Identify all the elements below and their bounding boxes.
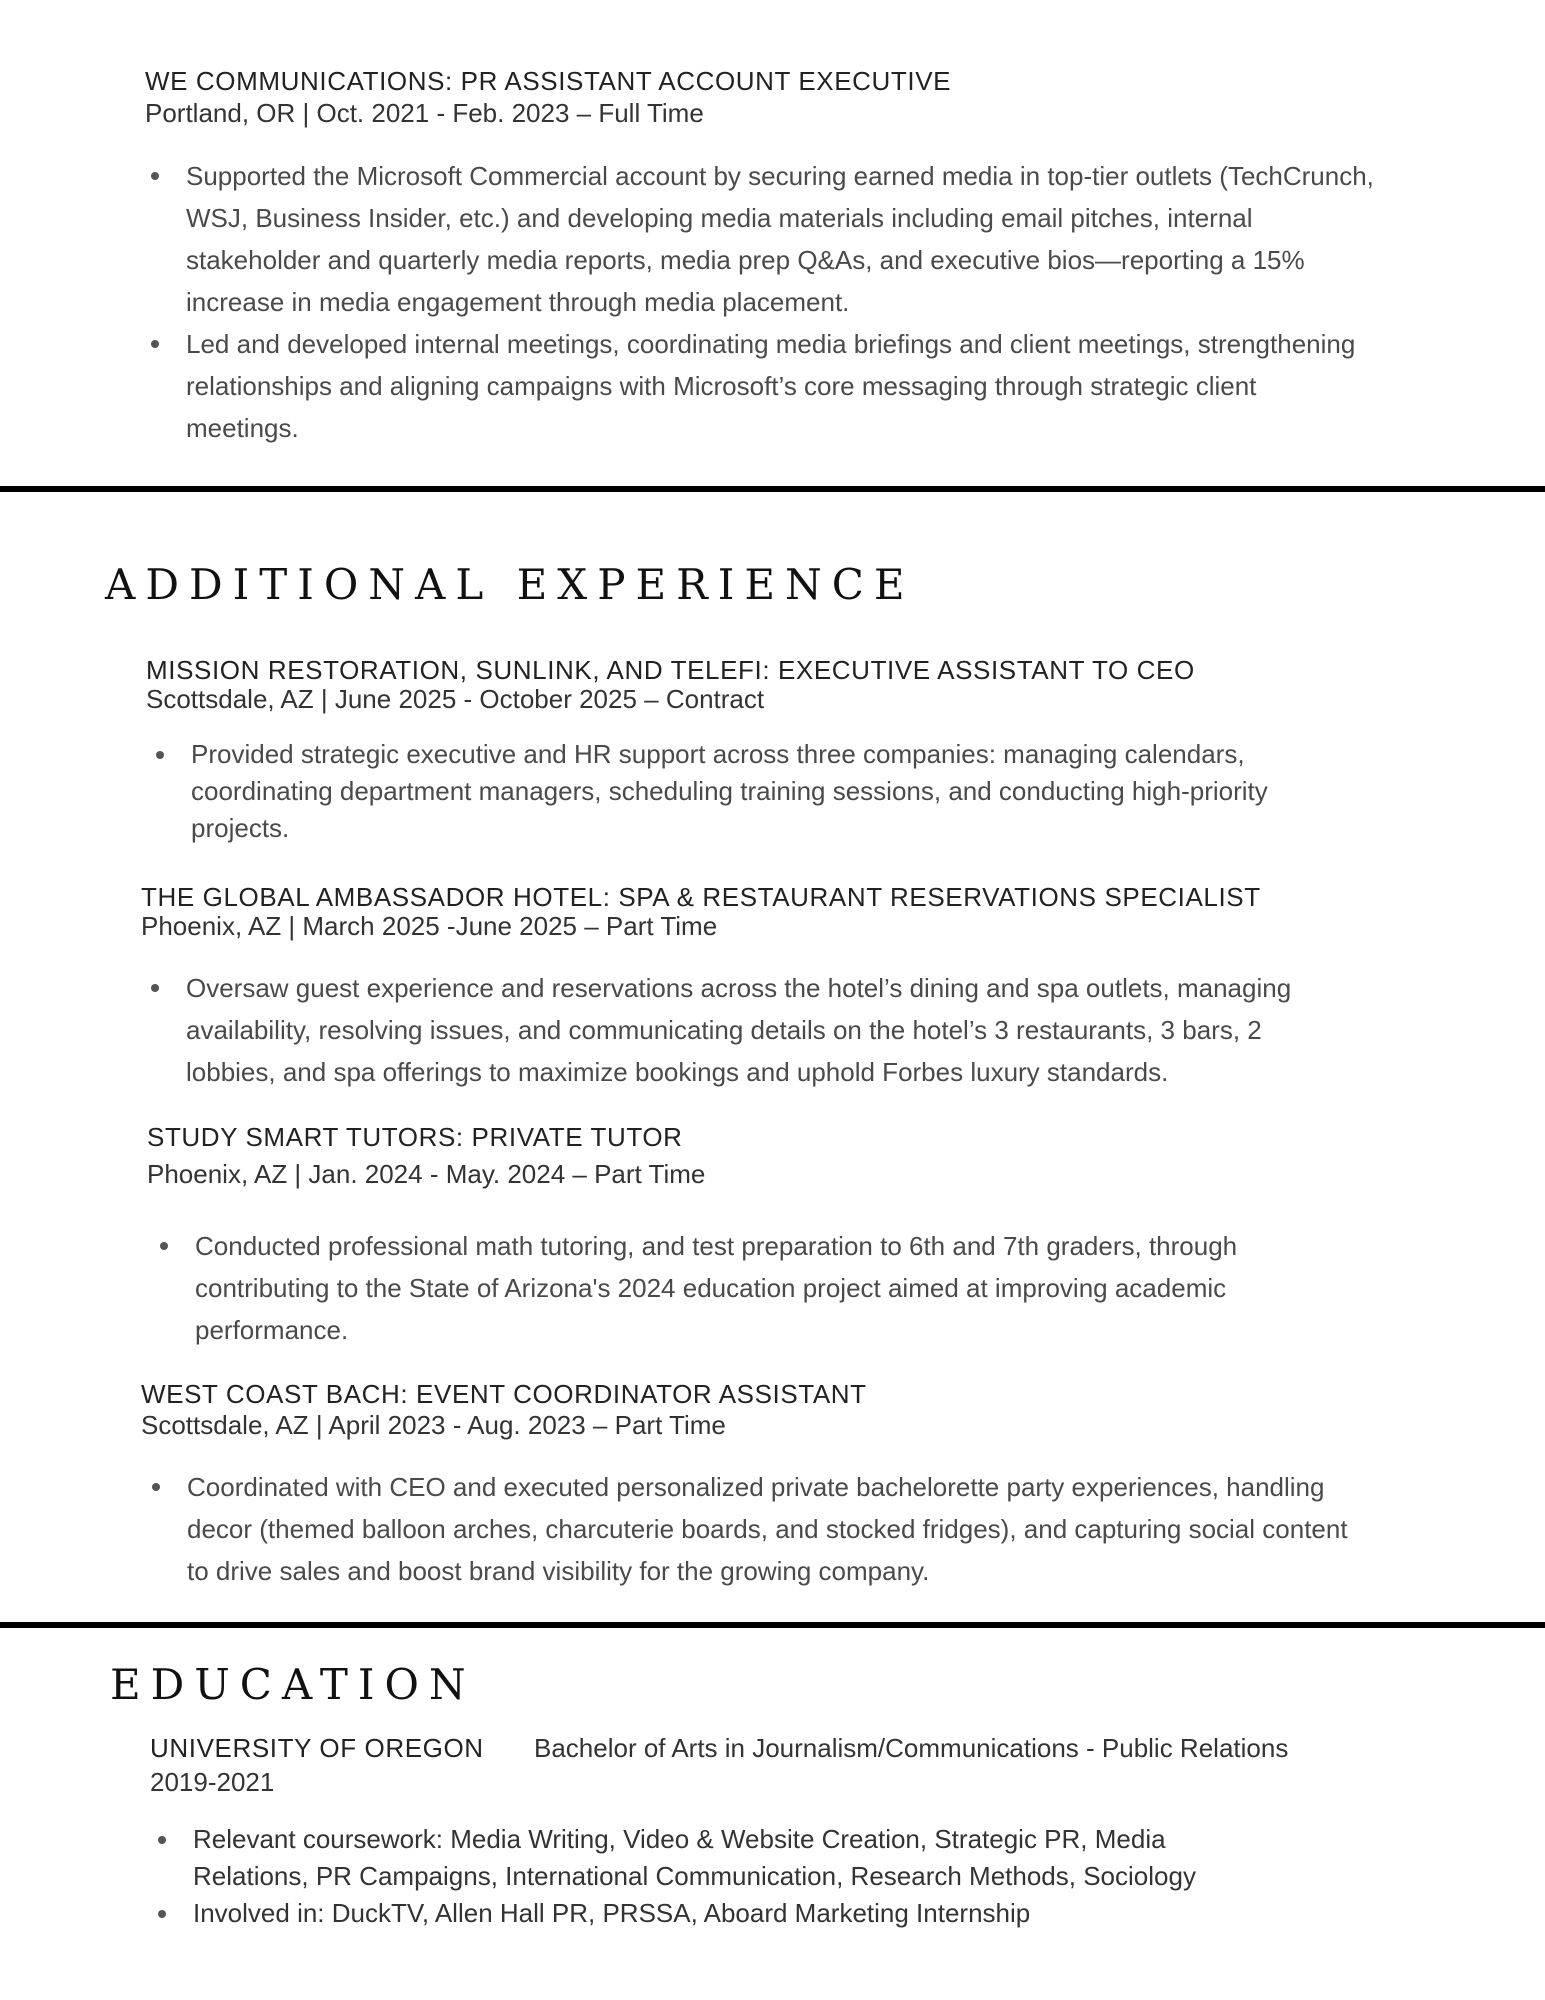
job-bullet-list xyxy=(155,1225,1305,1351)
job-title: WE COMMUNICATIONS: PR ASSISTANT ACCOUNT EXECUTIVE xyxy=(145,66,952,96)
education-years: 2019-2021 xyxy=(150,1767,275,1797)
job-bullet-list xyxy=(146,155,1376,449)
section-divider xyxy=(0,486,1545,492)
job-title: WEST COAST BACH: EVENT COORDINATOR ASSISTANT xyxy=(141,1379,867,1409)
job-bullet: Coordinated with CEO and executed personalized private bachelorette party experiences, handling decor (themed balloon arches, charcuterie boards, and stocked fridges), and capturing social content to drive sales and boost brand visibility for the growing company. xyxy=(147,1466,1367,1592)
education-bullet: Involved in: DuckTV, Allen Hall PR, PRSSA, Aboard Marketing Internship xyxy=(153,1895,1253,1932)
section-divider xyxy=(0,1622,1545,1628)
job-meta: Phoenix, AZ | Jan. 2024 - May. 2024 – Part Time xyxy=(147,1159,706,1189)
job-bullet: Oversaw guest experience and reservations across the hotel’s dining and spa outlets, managing availability, resolving issues, and communicating details on the hotel’s 3 restaurants, 3 bars, 2 lobbies, and spa offerings to maximize bookings and uphold Forbes luxury standards. xyxy=(146,967,1336,1093)
section-heading-additional-experience: ADDITIONAL EXPERIENCE xyxy=(105,560,915,609)
job-title: STUDY SMART TUTORS: PRIVATE TUTOR xyxy=(147,1122,683,1152)
job-meta: Scottsdale, AZ | April 2023 - Aug. 2023 – Part Time xyxy=(141,1410,726,1440)
degree: Bachelor of Arts in Journalism/Communications - Public Relations xyxy=(534,1733,1289,1763)
job-bullet: Conducted professional math tutoring, and test preparation to 6th and 7th graders, through contributing to the State of Arizona's 2024 education project aimed at improving academic performance. xyxy=(155,1225,1305,1351)
job-meta: Portland, OR | Oct. 2021 - Feb. 2023 – Full Time xyxy=(145,98,704,128)
job-title: MISSION RESTORATION, SUNLINK, AND TELEFI: EXECUTIVE ASSISTANT TO CEO xyxy=(146,655,1195,685)
education-bullet-list xyxy=(153,1821,1253,1932)
job-meta: Phoenix, AZ | March 2025 -June 2025 – Part Time xyxy=(141,911,718,941)
school-name: UNIVERSITY OF OREGON xyxy=(150,1733,484,1763)
job-bullet: Provided strategic executive and HR support across three companies: managing calendars, coordinating department managers, scheduling training sessions, and conducting high-priority projects. xyxy=(151,736,1311,847)
section-heading-education: EDUCATION xyxy=(110,1660,476,1709)
job-bullet-list xyxy=(146,967,1336,1093)
job-bullet-list xyxy=(151,736,1311,847)
job-bullet: Led and developed internal meetings, coordinating media briefings and client meetings, strengthening relationships and aligning campaigns with Microsoft’s core messaging through strategic client meetings. xyxy=(146,323,1376,449)
job-meta: Scottsdale, AZ | June 2025 - October 2025 – Contract xyxy=(146,684,765,714)
job-title: THE GLOBAL AMBASSADOR HOTEL: SPA & RESTAURANT RESERVATIONS SPECIALIST xyxy=(141,882,1261,912)
job-bullet: Supported the Microsoft Commercial account by securing earned media in top-tier outlets (TechCrunch, WSJ, Business Insider, etc.) and developing media materials including email pitches, internal stakeholder and quarterly media reports, media prep Q&As, and executive bios—reporting a 15% increase in media engagement through media placement. xyxy=(146,155,1376,323)
job-bullet-list xyxy=(147,1466,1367,1592)
education-bullet: Relevant coursework: Media Writing, Video & Website Creation, Strategic PR, Media Relations, PR Campaigns, International Communication, Research Methods, Sociology xyxy=(153,1821,1253,1895)
